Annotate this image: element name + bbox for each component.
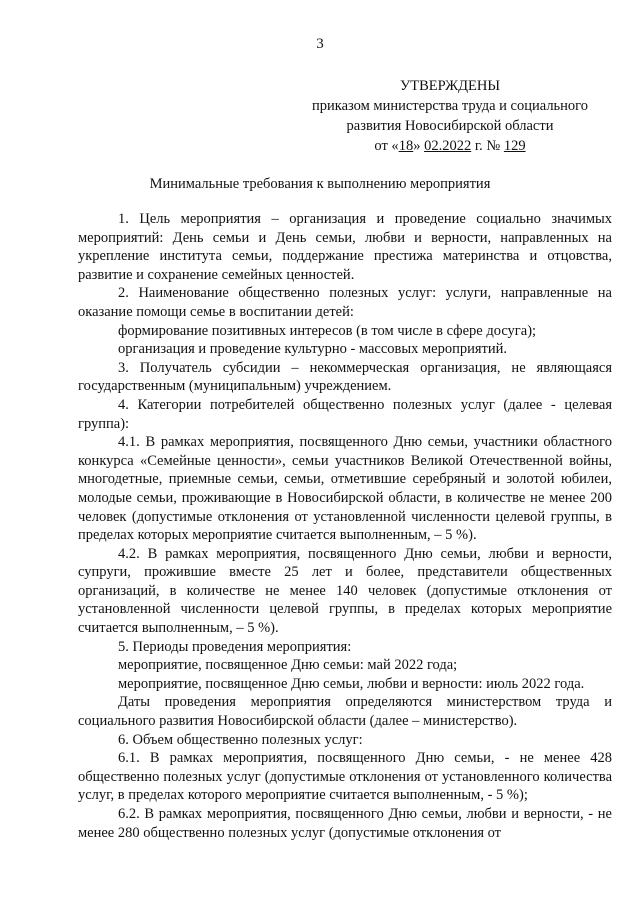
approval-title: УТВЕРЖДЕНЫ	[399, 78, 501, 94]
paragraph-1: 1. Цель мероприятия – организация и проведение социально значимых мероприятий: День семьи и День семьи, любви и верности, направленных на укрепление института семьи, поддержание престижа материнства и отцовства, развитие и сохранение семейных ценностей.	[78, 211, 612, 283]
approval-mid: »	[413, 138, 425, 154]
paragraph-4-2: 4.2. В рамках мероприятия, посвященного Дню семьи, любви и верности, супруги, прожившие вместе 25 лет и более, представители общественных организаций, в количестве не менее 140 человек (допустимые отклонения от установленной численности целевой группы, в пределах которых мероприятие считается выполненным, – 5 %).	[78, 545, 612, 637]
approval-date-line	[300, 136, 600, 156]
paragraph-5-dates: Даты проведения мероприятия определяются министерством труда и социального развития Новосибирской области (далее – министерство).	[78, 694, 612, 730]
paragraph-2-item-1: формирование позитивных интересов (в том числе в сфере досуга);	[118, 322, 537, 339]
paragraph-5: 5. Периоды проведения мероприятия:	[118, 638, 352, 655]
paragraph-2-item-2: организация и проведение культурно - массовых мероприятий.	[118, 341, 508, 358]
paragraph-6: 6. Объем общественно полезных услуг:	[118, 731, 363, 748]
paragraph-2: 2. Наименование общественно полезных услуг: услуги, направленные на оказание помощи семье в воспитании детей:	[78, 285, 612, 320]
paragraph-6-2: 6.2. В рамках мероприятия, посвященного Дню семьи, любви и верности, - не менее 280 общественно полезных услуг (допустимые отклонения от	[78, 806, 612, 841]
document-body	[78, 210, 612, 842]
approval-block	[300, 76, 600, 156]
approval-day: 18	[398, 138, 414, 154]
approval-prefix: от «	[374, 138, 399, 154]
paragraph-4: 4. Категории потребителей общественно полезных услуг (далее - целевая группа):	[78, 396, 612, 432]
approval-line-1: приказом министерства труда и социального	[311, 98, 589, 114]
approval-date: 02.2022	[424, 138, 472, 154]
document-title: Минимальные требования к выполнению мероприятия	[149, 176, 491, 192]
paragraph-3: 3. Получатель субсидии – некоммерческая организация, не являющаяся государственным (муниципальным) учреждением.	[78, 359, 612, 395]
page-number: 3	[316, 36, 324, 52]
paragraph-5-item-1: мероприятие, посвященное Дню семьи: май 2022 года;	[118, 657, 458, 674]
approval-suffix: г. №	[471, 138, 504, 154]
approval-line-2: развития Новосибирской области	[346, 118, 554, 134]
paragraph-6-1: 6.1. В рамках мероприятия, посвященного Дню семьи, - не менее 428 общественно полезных услуг (допустимые отклонения от установленного количества услуг, в пределах которого мероприятие считается выполненным, - 5 %);	[78, 750, 612, 804]
paragraph-4-1: 4.1. В рамках мероприятия, посвященного Дню семьи, участники областного конкурса «Семейные ценности», семьи участников Великой Отечественной войны, многодетные, приемные семьи, семьи, отметившие серебряный и золотой юбилеи, молодые семьи, проживающие в Новосибирской области, в количестве не менее 200 человек (допустимые отклонения от установленной численности целевой группы, в пределах которых мероприятие считается выполненным, – 5 %).	[78, 434, 612, 544]
approval-number: 129	[503, 138, 526, 154]
paragraph-5-item-2: мероприятие, посвященное Дню семьи, любви и верности: июль 2022 года.	[118, 675, 585, 692]
